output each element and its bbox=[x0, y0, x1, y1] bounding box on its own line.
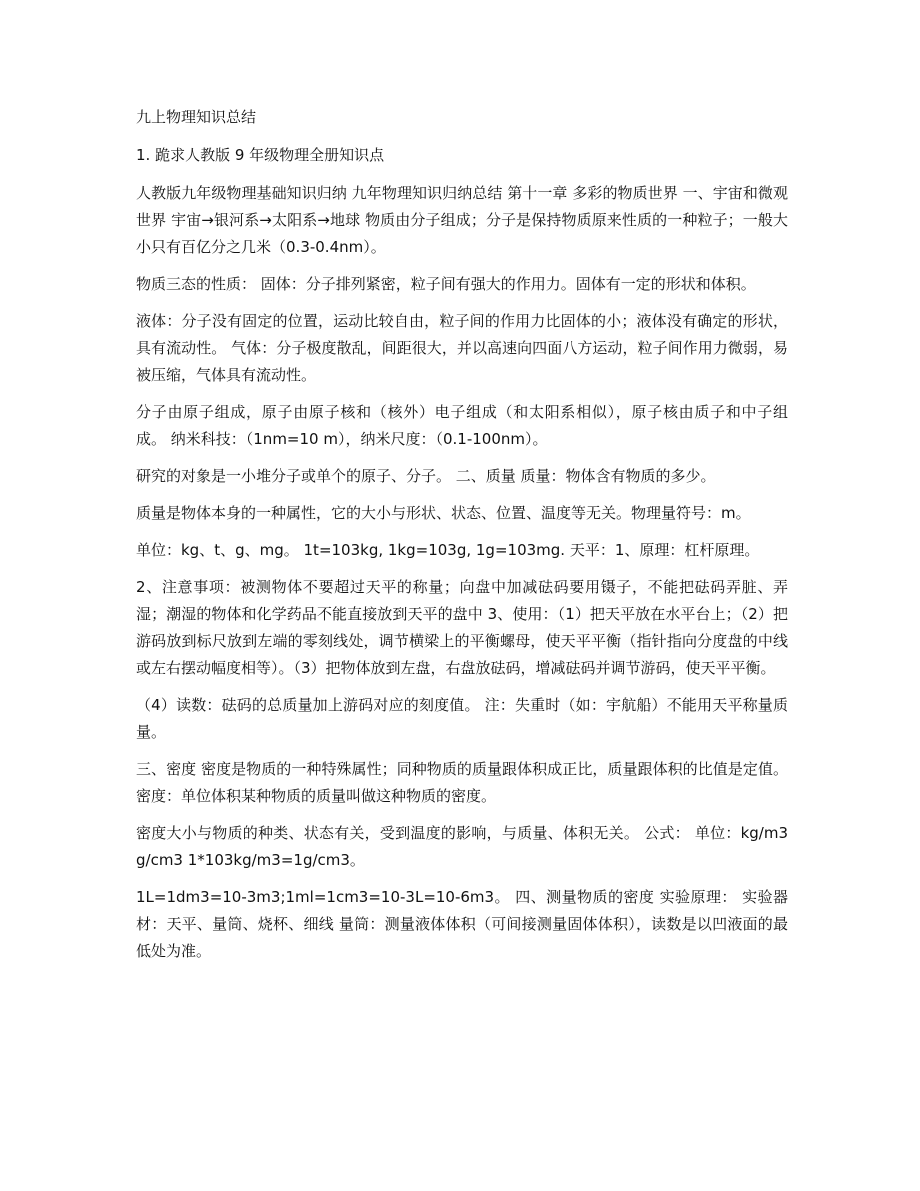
paragraph-12: 1L=1dm3=10-3m3;1ml=1cm3=10-3L=10-6m3。 四、测量物质的密度 实验原理： 实验器材：天平、量筒、烧杯、细线 量筒：测量液体体积（可间接测量固体体积），读数是以凹液面的最低处为准。 bbox=[136, 888, 788, 960]
paragraph-4: 分子由原子组成，原子由原子核和（核外）电子组成（和太阳系相似），原子核由质子和中子组成。 纳米科技：（1nm=10 m），纳米尺度：（0.1-100nm）。 bbox=[136, 403, 788, 448]
paragraph-7: 单位：kg、t、g、mg。 1t=103kg, 1kg=103g, 1g=103mg. 天平：1、原理：杠杆原理。 bbox=[136, 541, 760, 559]
paragraph-1: 人教版九年级物理基础知识归纳 九年物理知识归纳总结 第十一章 多彩的物质世界 一、宇宙和微观世界 宇宙→银河系→太阳系→地球 物质由分子组成；分子是保持物质原来性质的一种粒子；一般大小只有百亿分之几米（0.3-0.4nm）。 bbox=[136, 184, 788, 256]
paragraph-5: 研究的对象是一小堆分子或单个的原子、分子。 二、质量 质量：物体含有物质的多少。 bbox=[136, 467, 716, 485]
paragraph-3: 液体：分子没有固定的位置，运动比较自由，粒子间的作用力比固体的小；液体没有确定的形状，具有流动性。 气体：分子极度散乱，间距很大，并以高速向四面八方运动，粒子间作用力微弱，易被压缩，气体具有流动性。 bbox=[136, 312, 788, 384]
paragraph-6: 质量是物体本身的一种属性，它的大小与形状、状态、位置、温度等无关。物理量符号：m。 bbox=[136, 504, 751, 522]
paragraph-11: 密度大小与物质的种类、状态有关，受到温度的影响，与质量、体积无关。 公式： 单位：kg/m3 g/cm3 1*103kg/m3=1g/cm3。 bbox=[136, 824, 788, 869]
paragraph-10: 三、密度 密度是物质的一种特殊属性；同种物质的质量跟体积成正比，质量跟体积的比值是定值。 密度：单位体积某种物质的质量叫做这种物质的密度。 bbox=[136, 760, 788, 805]
paragraph-2: 物质三态的性质： 固体：分子排列紧密，粒子间有强大的作用力。固体有一定的形状和体积。 bbox=[136, 275, 756, 293]
section-heading: 1. 跪求人教版 9 年级物理全册知识点 bbox=[136, 146, 385, 164]
paragraph-9: （4）读数：砝码的总质量加上游码对应的刻度值。 注：失重时（如：宇航船）不能用天平称量质量。 bbox=[136, 696, 788, 741]
document-title: 九上物理知识总结 bbox=[136, 108, 257, 126]
paragraph-8: 2、注意事项：被测物体不要超过天平的称量；向盘中加减砝码要用镊子，不能把砝码弄脏、弄湿；潮湿的物体和化学药品不能直接放到天平的盘中 3、使用：（1）把天平放在水平台上；（2）把游码放到标尺放到左端的零刻线处，调节横梁上的平衡螺母，使天平平衡（指针指向分度盘的中线或左右摆动幅度相等）。（3）把物体放到左盘，右盘放砝码，增减砝码并调节游码，使天平平衡。 bbox=[136, 578, 788, 677]
